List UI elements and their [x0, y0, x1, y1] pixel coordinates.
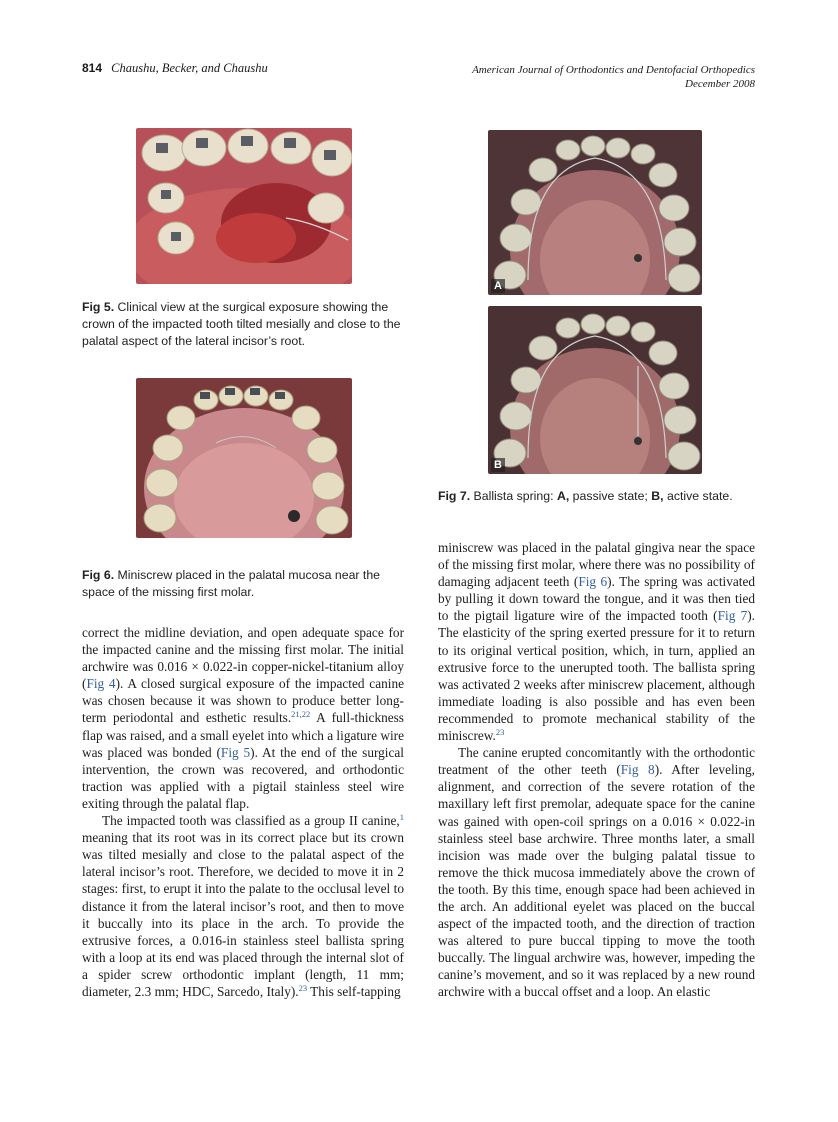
body-text: meaning that its root was in its correct place but its crown was tilted mesially and close to the palatal aspect of the lateral incisor’s root. Therefore, we decided to move it in 2 stages: first, to erupt it into the palate to the occlusal level to distance it from the lateral incisor’s root, and then to move it buccally into its place in the arch. To provide the extrusive forces, a 0.016-in stainless steel ballista spring with a loop at its end was placed through the internal slot of a spider screw orthodontic implant (length, 11 mm; diameter, 2.3 mm; HDC, Sarcedo, Italy).: [82, 830, 404, 999]
citation-link[interactable]: 23: [298, 982, 308, 993]
body-text: ). At the end of the surgical intervention, the crown was recovered, and orthodontic traction was applied with a pigtail stainless steel wire exiting through the palatal flap.: [82, 744, 404, 811]
left-paragraph-1: [82, 624, 404, 812]
journal-title: American Journal of Orthodontics and Dentofacial Orthopedics: [472, 64, 755, 76]
body-text: This self-tapping: [307, 983, 401, 999]
body-text: correct the midline deviation, and open adequate space for the impacted canine and the missing first molar. The initial archwire was 0.016 × 0.022-in copper-nickel-titanium alloy (: [82, 625, 404, 692]
page-number: 814: [82, 61, 103, 75]
fig7-label: Fig 7.: [438, 489, 471, 503]
fig7-caption-text-3: active state.: [663, 489, 733, 503]
fig7-caption-b-label: B,: [651, 489, 664, 503]
fig7-panel-a-photo: [488, 130, 702, 295]
left-text-column: [82, 624, 404, 1000]
fig5-caption-text: Clinical view at the surgical exposure showing the crown of the impacted tooth tilted mesially and close to the palatal aspect of the lateral incisor’s root.: [82, 300, 401, 348]
fig7-panel-b-photo: [488, 306, 702, 474]
fig7-caption: [438, 488, 768, 505]
citation-link[interactable]: 21,22: [291, 709, 311, 720]
fig7-caption-a-label: A,: [556, 489, 570, 503]
fig7-caption-text-1: Ballista spring:: [470, 489, 557, 503]
running-header-left: [82, 61, 268, 76]
figure-reference-link[interactable]: Fig 7: [717, 608, 748, 624]
running-header-right: [395, 63, 755, 91]
body-text: ). The elasticity of the spring exerted pressure for it to return to its original vertical position, which, in turn, applied an extrusive force to the unerupted tooth. The ballista spring was activated 2 weeks after miniscrew placement, although immediate loading is also possible and has even been recommended to promote mechanical stability of the miniscrew.: [438, 608, 755, 744]
body-text: ). After leveling, alignment, and correction of the severe rotation of the maxillary left first premolar, adequate space for the canine was gained with open-coil springs on a 0.016 × 0.022-in stainless steel base archwire. Three months later, a small incision was made over the bulging palatal tissue to remove the thick mucosa immediately above the crown of the tooth. By this time, enough space had been achieved in the arch. An additional eyelet was placed on the buccal aspect of the impacted tooth, and the direction of traction was altered to pure buccal tipping to move the tooth buccally. The lingual archwire was, however, impeding the canine’s movement, and so it was replaced by a new round archwire with a buccal offset and a loop. An elastic: [438, 762, 755, 1000]
body-text: ). The spring was activated by pulling it down toward the tongue, and it was then tied to the pigtail ligature wire of the impacted tooth (: [438, 574, 756, 624]
left-paragraph-2: [82, 812, 404, 1000]
fig6-label: Fig 6.: [82, 568, 115, 582]
figure-reference-link[interactable]: Fig 8: [620, 762, 655, 778]
right-paragraph-1: [438, 539, 755, 744]
citation-link[interactable]: 23: [495, 727, 505, 738]
figure-reference-link[interactable]: Fig 5: [220, 744, 251, 760]
fig7-caption-text-2: passive state;: [569, 489, 652, 503]
figure-reference-link[interactable]: Fig 6: [578, 574, 608, 590]
fig5-label: Fig 5.: [82, 300, 115, 314]
author-line: Chaushu, Becker, and Chaushu: [111, 61, 268, 75]
right-paragraph-2: [438, 744, 755, 1000]
body-text: The impacted tooth was classified as a group II canine,: [102, 813, 400, 829]
right-text-column: [438, 539, 755, 1001]
fig5-clinical-photo: [136, 128, 352, 284]
body-text: A full-thickness flap was raised, and a small eyelet into which a ligature wire was placed was bonded (: [82, 710, 404, 760]
fig6-miniscrew-photo: [136, 378, 352, 538]
fig5-caption: [82, 299, 404, 350]
citation-link[interactable]: 1: [399, 812, 404, 823]
body-text: miniscrew was placed in the palatal gingiva near the space of the missing first molar, where there was no possibility of damaging adjacent teeth (: [438, 540, 755, 590]
body-text: ). A closed surgical exposure of the impacted canine was chosen because it was shown to produce better long-term periodontal and esthetic results.: [82, 676, 404, 726]
body-text: The canine erupted concomitantly with the orthodontic treatment of the other teeth (: [438, 745, 755, 778]
issue-date: December 2008: [685, 78, 755, 90]
figure-reference-link[interactable]: Fig 4: [86, 676, 116, 692]
fig6-caption: [82, 567, 404, 601]
fig7-panel-b-label: B: [491, 458, 505, 472]
fig6-caption-text: Miniscrew placed in the palatal mucosa near the space of the missing first molar.: [82, 568, 381, 599]
fig7-panel-a-label: A: [491, 279, 505, 293]
